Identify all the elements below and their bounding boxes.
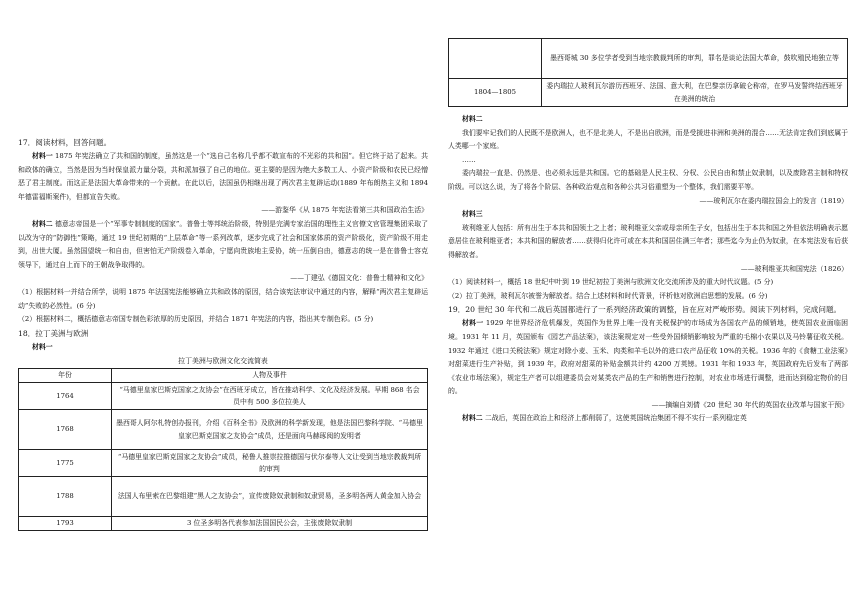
q18-subquestion-2: （2）拉丁美洲，玻利瓦尔被誉为解放者。结合上述材料和时代背景，评析他对欧洲启思想的发展。(6 分) <box>448 291 768 300</box>
q17-material-1 <box>18 150 428 204</box>
table-row <box>19 517 428 531</box>
table-row <box>449 79 848 107</box>
q18-material-3-source: ——玻利维亚共和国宪法（1826） <box>740 264 848 273</box>
material-label: 材料二 <box>462 414 483 423</box>
table-cell-event: “马德里皇家巴斯克国家之友协会”在西班牙成立，旨在推动科学、文化及经济发展。早期 868 名会员中有 500 多位拉美人 <box>112 383 428 410</box>
q19-material-1-source: ——摘编自刘倩《20 世纪 30 年代的英国农业改革与国家干预》 <box>651 400 848 409</box>
q19-material-2-text: 二战后，英国在政治上和经济上都削弱了，这使英国统治集团不得不实行一系列稳定英 <box>484 414 747 423</box>
table-cell-year: 1793 <box>19 517 112 531</box>
table-cell-year: 1768 <box>19 410 112 450</box>
table-header-event: 人物及事件 <box>112 369 428 383</box>
table-cell-year: 1788 <box>19 477 112 517</box>
q19-material-1-text: 1929 年世界经济危机爆发，英国作为世界上唯一没有关税保护的市场成为各国农产品的倾销地，使英国农业面临困境。1931 年 11 月，英国颁布《园艺产品法案》，该法案规定对一些受外国倾销影响较为严重的毛棉小农果以及马铃薯征收关税。1932 年通过《进口关税法案》规定对除小麦、玉米、肉类和羊毛以外的进口农产品征收 10%的关税。1936 年的《食糖工业法案》对甜菜进行生产补贴，到 1939 年，政府对甜菜的补贴金额共计约 4200 万英镑。1931 年和 1933 年，英国政府先后发布了两部《农业市场法案》，规定生产者可以组建委员会对某类农产品的生产和销售进行控制，对农业市场进行调整，进而达到稳定物价的目的。 <box>448 319 848 396</box>
material-label: 材料二 <box>462 115 483 123</box>
exchange-table <box>18 368 428 531</box>
material-label: 材料一 <box>32 152 53 160</box>
table-row <box>19 477 428 517</box>
q18-material-2-label <box>448 113 848 127</box>
q17-material-1-source: ——游鉴华《从 1875 年宪法看第三共和国政治生活》 <box>261 206 428 215</box>
q18-material-2-ellipsis: …… <box>462 155 476 164</box>
table-cell-event: 委内瑞拉人玻利瓦尔游历西班牙、法国、意大利，在巴黎亲历拿破仑称帝，在罗马发誓终结西班牙在美洲的统治 <box>542 79 848 107</box>
table-row <box>19 410 428 450</box>
right-column <box>448 0 848 426</box>
q18-subquestion-1: （1）阅读材料一，概括 18 世纪中叶到 19 世纪初拉丁美洲与欧洲文化交流所涉及的重大时代议题。(5 分) <box>448 278 774 287</box>
question-17-title: 17．阅读材料，回答问题。 <box>18 138 112 147</box>
material-label: 材料一 <box>462 319 484 328</box>
table-cell-year: 1804—1805 <box>449 79 542 107</box>
material-label: 材料一 <box>32 342 53 351</box>
table-cell-event: “马德里皇家巴斯克国家之友协会”成员，秘鲁人推崇拉推德国与伏尔泰等人文让受到当地宗教裁判所的审判 <box>112 450 428 477</box>
q17-material-2-source: ——丁建弘《德国文化：普鲁士精神和文化》 <box>290 274 428 283</box>
q18-material-2-source: ——玻利瓦尔在委内瑞拉国会上的发言（1819） <box>699 196 848 205</box>
table-cell-year: 1775 <box>19 450 112 477</box>
q18-material-3-text: 玻利维亚人包括：所有出生于本共和国领土之上者；玻利维亚父亲或母亲所生子女，包括出生于本共和国之外但依法明确表示愿意居住在玻利维亚者；本共和国的解放者……获得归化许可或在本共和国居住满三年者；那些迄今为止仍为奴隶，在本宪法发布后获得解放者。 <box>448 223 848 259</box>
table-cell-event: 墨西哥城 30 多位学者受到当地宗教裁判所的审判，罪名是谈论法国大革命，鼓吹殖民地独立等 <box>542 39 848 79</box>
table-cell-event: 3 位圣多明各代表参加法国国民公会，主张废除奴隶制 <box>112 517 428 531</box>
exchange-table-continued <box>448 38 848 107</box>
question-19-title: 19．20 世纪 30 年代和二战后英国都进行了一系列经济政策的调整，旨在应对严峻形势。阅读下列材料，完成问题。 <box>448 305 842 315</box>
table-cell-event: 墨西哥人阿尔札特创办报刊，介绍《百科全书》及欧洲的科学新发现，他是法国巴黎科学院、“马德里皇家巴斯克国家之友协会”成员，还是面向马赫琢阅的发明者 <box>112 410 428 450</box>
table-header-row <box>19 369 428 383</box>
table-row <box>19 450 428 477</box>
q17-material-1-text: 1875 年宪法确立了共和国的制度，虽然这是一个“选自己名称几乎都不敢宣布的不光彩的共和国”。但它终于站了起来。共和政体的确立，当然是因为当时保皇派力量分裂，共和派加强了自己的地位。更主要的是因为绝大多数工人、小资产阶级和农民已经憎恶了君主制度。而这正是法国大革命带来的一个贡献。在此以后，法国虽仍相继出现了两次君主复辟运动(1889 年布朗热主义和 1894 年德雷福斯案件)，但都宣告失败。 <box>18 152 428 201</box>
q18-material-1-label <box>18 341 428 355</box>
table-row <box>449 39 848 79</box>
left-column <box>18 0 428 531</box>
table-row <box>19 383 428 410</box>
table-cell-event: 法国人布里索在巴黎组建“黑人之友协会”，宣传废除奴隶制和奴隶贸易，圣多明各两人黄金加入协会 <box>112 477 428 517</box>
table-header-year: 年份 <box>19 369 112 383</box>
table-cell-year: 1764 <box>19 383 112 410</box>
material-label: 材料二 <box>32 219 53 228</box>
q18-material-3-label <box>448 208 848 222</box>
q17-subquestion-1: （1）根据材料一并结合所学，说明 1875 年法国宪法能够确立共和政体的原因，结合该宪法审议中通过的内容，解释“两次君主复辟运动”失败的必然性。(6 分) <box>18 287 428 310</box>
table-cell-year <box>449 39 542 79</box>
q17-subquestion-2: （2）根据材料二，概括德意志帝国专制色彩浓厚的历史原因，并结合 1871 年宪法的内容，指出其专制色彩。(5 分) <box>18 315 374 324</box>
q18-material-2-para-1: 我们要牢记我们的人民既不是欧洲人，也不是北美人，不是出自欧洲，而是受援进非洲和美洲的混合……无法肯定我们到底属于人类哪一个家庭。 <box>448 128 848 151</box>
q19-material-1 <box>448 317 848 399</box>
q17-material-2 <box>18 218 428 272</box>
table-title: 拉丁美洲与欧洲文化交流简表 <box>178 357 268 366</box>
question-18-title: 18．拉丁美洲与欧洲 <box>18 328 89 338</box>
q17-material-2-text: 德意志帝国是一个“军事专制制度的国家”。普鲁士等邦统治阶级，特别是完满专家治国的理性主义官僚文官管理集团采取了以改为守的“防御性”策略，通过 19 世纪初期的“上层革命”等一系列改革，逐步完成了社会和国家体质的资产阶级化，资产阶级不用走到，出世大厦。虽然国望统一和自由，但害怕无产阶级卷入革命，宁愿向贵族地主妥协，统一压倒自由，德意志的统一是在普鲁士容克领导下，通过自上而下的王朝战争取得的。 <box>18 219 428 269</box>
q19-material-2 <box>448 412 848 426</box>
q18-material-2-para-2: 委内瑞拉一直是、仍然是、也必须永远是共和国。它的基础是人民主权、分权、公民自由和禁止奴隶制，以及废除君主制和特权阶级。可以这么说，为了将各个阶层、各种政治观点和各种公共习俗重塑为一个整体，我们需要平等。 <box>448 169 848 191</box>
material-label: 材料三 <box>462 210 483 219</box>
